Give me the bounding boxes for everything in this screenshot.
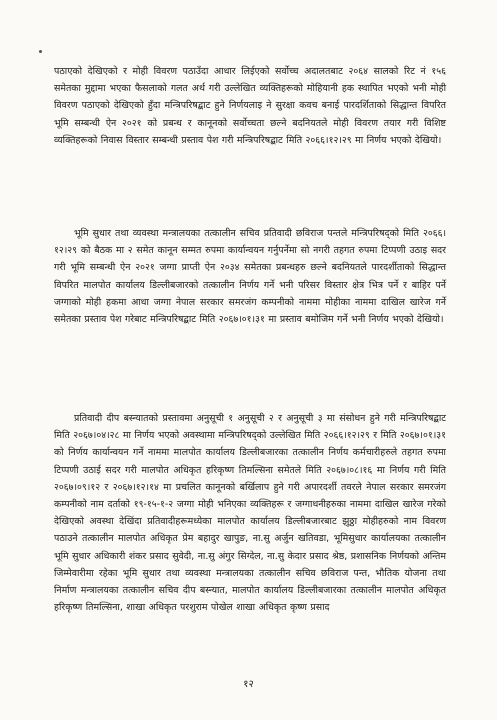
page-number: १२ [243,679,254,690]
paragraph-2: भूमि सुधार तथा व्यवस्था मन्त्रालयका तत्कालीन सचिव प्रतिवादी छविराज पन्तले मन्त्रिपरिषद्को मिति २०६६।१२।२९ को बैठक मा २ समेत कानून सम्मत रुपमा कार्यान्वयन गर्नुपर्नेमा सो नगरी तहगत रुपमा टिप्पणी उठाइ सदर गरी भूमि सम्बन्धी ऐन २०२१ जग्गा प्राप्ती ऐन २०३४ समेतका प्रबन्धहरु छल्ने बदनियतले पारदर्शीताको सिद्धान्त विपरित मालपोत कार्यालय डिल्लीबजारको तत्कालीन निर्णय गर्ने भनी परिसर विस्तार क्षेत्र भित्र पर्ने र बाहिर पर्ने जग्गाको मोही हकमा आधा जग्गा नेपाल सरकार समरजंग कम्पनीको नाममा मोहीका नाममा दाखिल खारेज गर्ने समेतका प्रस्ताव पेश गरेबाट मन्त्रिपरिषद्बाट मिति २०६७।०१।३१ मा प्रस्ताव बमोजिम गर्ने भनी निर्णय भएको देखियो। [54,228,446,326]
stray-ink-mark [39,50,42,53]
paragraph-1: पठाएको देखिएको र मोही विवरण पठाउँदा आधार लिईएको सर्वोच्च अदालतबाट २०६४ सालको रिट नं १५६ समेतका मुद्दामा भएका फैसलाको गलत अर्थ गरी उल्लेखित व्यक्तिहरूको मोहियानी हक स्थापित भएको भनी मोही विवरण पठाएको देखिएको हुँदा मन्त्रिपरिषद्बाट हुने निर्णयलाइ ने सुरक्षा कवच बनाई पारदर्शिताको सिद्धान्त विपरित भूमि सम्बन्धी ऐन २०२१ को प्रबन्ध र कानूनको सर्वोच्चता छल्ने बदनियतले मोही विवरण तयार गरी विशिष्ट व्यक्तिहरूको निवास विस्तार सम्बन्धी प्रस्ताव पेश गरी मन्त्रिपरिषद्बाट मिति २०६६।१२।२९ मा निर्णय भएको देखियो। [54,66,446,146]
paragraph-3: प्रतिवादी दीप बस्न्यातको प्रस्तावमा अनुसूची १ अनुसूची २ र अनुसूची ३ मा संसोधन हुने गरी मन्त्रिपरिषद्बाट मिति २०६७।०४।२८ मा निर्णय भएको अवस्थामा मन्त्रिपरिषद्को उल्लेखित मिति २०६६।१२।२९ र मिति २०६७।०१।३१ को निर्णय कार्यान्वयन गर्ने नाममा मालपोत कार्यालय डिल्लीबजारका तत्कालीन निर्णय कर्मचारीहरुले तहगत रुपमा टिप्पणी उठाई सदर गरी मालपोत अधिकृत हरिकृष्ण तिमल्सिना समेतले मिति २०६७।०८।१६ मा निर्णय गरी मिति २०६७।०९।१२ र २०६७।१२।१४ मा प्रचलित कानूनको बर्खिलाप हुने गरी अपारदर्शी तवरले नेपाल सरकार समरजंग कम्पनीको नाम दर्ताको १९-१५-१-२ जग्गा मोही भनिएका व्यक्तिहरू र जग्गाधनीहरुका नाममा दाखिल खारेज गरेको देखिएको अवस्था देखिंदा प्रतिवादीहरूमध्येका मालपोत कार्यालय डिल्लीबजारबाट झुठ्ठा मोहीहरुको नाम विवरण पठाउने तत्कालीन मालपोत अधिकृत प्रेम बहादुर खापुङ, ना.सु अर्जुन खतिवडा, भूमिसुधार कार्यालयका तत्कालीन भूमि सुधार अधिकारी शंकर प्रसाद सुवेदी, ना.सु अंगुर सिग्देल, ना.सु केदार प्रसाद श्रेष्ठ, प्रशासनिक निर्णयको अन्तिम जिम्मेवारीमा रहेका भूमि सुधार तथा व्यवस्था मन्त्रालयका तत्कालीन सचिव छविराज पन्त, भौतिक योजना तथा निर्माण मन्त्रालयका तत्कालीन सचिव दीप बस्न्यात, मालपोत कार्यालय डिल्लीबजारका तत्कालीन मालपोत अधिकृत हरिकृष्ण तिमल्सिना, शाखा अधिकृत परशुराम पोखेल शाखा अधिकृत कृष्ण प्रसाद [54,413,446,614]
